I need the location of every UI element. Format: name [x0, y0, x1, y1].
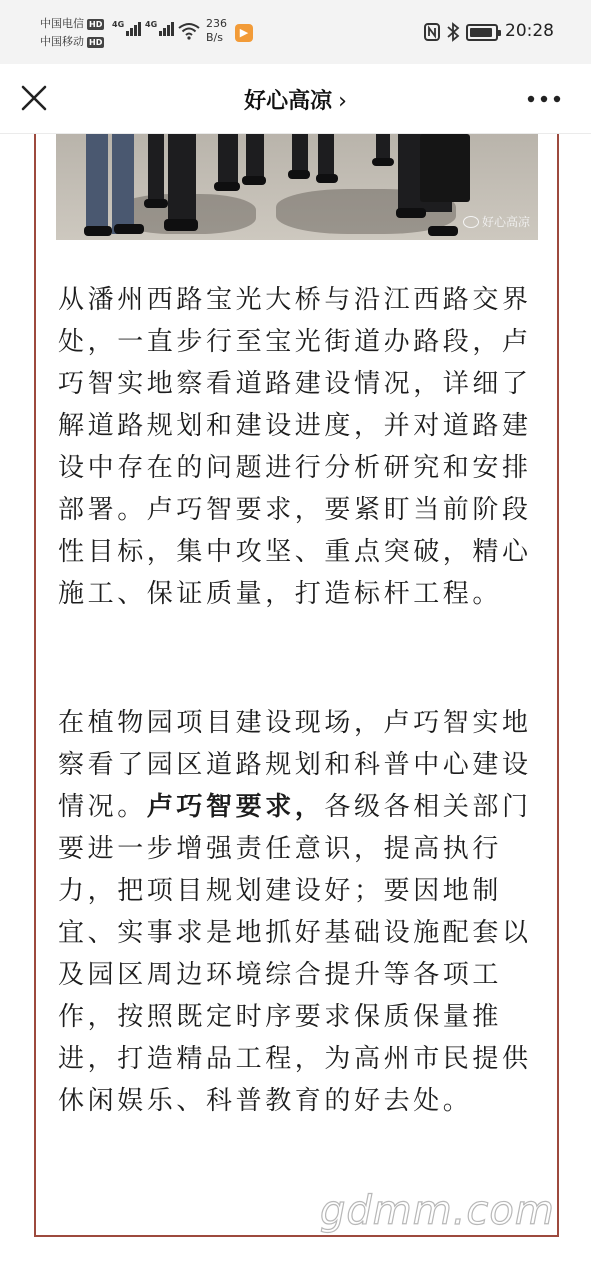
battery-icon	[466, 24, 498, 41]
bluetooth-icon	[446, 22, 460, 42]
chevron-right-icon[interactable]: ›	[338, 89, 347, 114]
signal-icon	[145, 20, 174, 36]
network-speed: 236 B/s	[206, 17, 227, 44]
signal-icon	[112, 20, 141, 36]
wifi-icon	[178, 22, 200, 40]
paragraph-2-bold: 卢巧智要求，	[146, 792, 325, 822]
network-label: 4G	[112, 20, 125, 29]
paragraph-2-lead: 在植物园项目建设现场，卢巧智实地察看了园区道路规划和科普中心建设情况。	[58, 708, 532, 822]
nfc-icon	[424, 23, 440, 41]
notification-app-icon: ▶	[235, 24, 253, 42]
carrier-info	[40, 15, 104, 51]
carrier-1: 中国电信	[40, 17, 84, 30]
more-options-icon[interactable]	[525, 90, 565, 108]
account-name[interactable]: 好心高凉	[244, 89, 333, 114]
hd-badge: HD	[89, 37, 103, 47]
article-paragraph-1: 从潘州西路宝光大桥与沿江西路交界处，一直步行至宝光街道办路段，卢巧智实地察看道路建设情况，详细了解道路规划和建设进度，并对道路建设中存在的问题进行分析研究和安排部署。卢巧智要求，要紧盯当前阶段性目标，集中攻坚、重点突破，精心施工、保证质量，打造标杆工程。	[58, 285, 532, 609]
account-title[interactable]	[0, 84, 591, 115]
nav-bar	[0, 64, 591, 134]
hd-badge: HD	[89, 19, 103, 29]
carrier-2: 中国移动	[40, 35, 84, 48]
site-watermark: gdmm.com	[320, 1188, 555, 1234]
article-photo[interactable]	[56, 134, 538, 240]
article-frame	[34, 134, 559, 1237]
status-time: 20:28	[505, 21, 554, 41]
network-label: 4G	[145, 20, 158, 29]
article-paragraph-2	[58, 702, 536, 1122]
photo-watermark: 好心高凉	[463, 213, 530, 230]
status-bar	[0, 0, 591, 64]
paragraph-2-rest: 各级各相关部门要进一步增强责任意识，提高执行力，把项目规划建设好；要因地制宜、实事求是地抓好基础设施配套以及园区周边环境综合提升等各项工作，按照既定时序要求保质保量推进，打造精品工程，为高州市民提供休闲娱乐、科普教育的好去处。	[58, 792, 532, 1116]
wechat-icon	[463, 216, 479, 228]
